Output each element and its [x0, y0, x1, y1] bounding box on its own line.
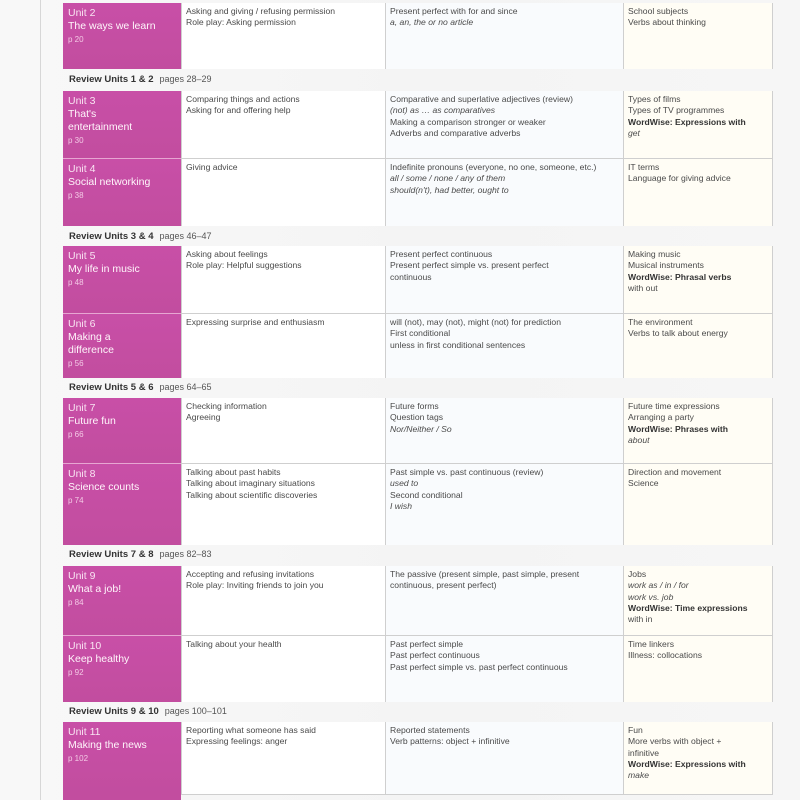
grammar-line: The passive (present simple, past simple, present [390, 569, 580, 579]
grammar-line: First conditional [390, 328, 451, 339]
grammar-cell [385, 313, 623, 378]
unit-title: That's [68, 108, 97, 120]
review-pages: pages 82–83 [159, 549, 212, 559]
review-label: Review Units 3 & 4 [69, 231, 154, 242]
unit-page: p 30 [68, 136, 84, 145]
grammar-line: (not) as … as comparatives [390, 105, 496, 116]
vocabulary-line: Making music [628, 249, 681, 259]
unit-cell [63, 246, 181, 313]
review-heading [69, 382, 212, 393]
review-pages: pages 28–29 [159, 74, 212, 84]
vocabulary-line: Jobs [628, 569, 647, 579]
grammar-line: continuous [390, 271, 432, 282]
unit-row [63, 398, 773, 463]
grammar-cell [385, 246, 623, 313]
review-heading [69, 231, 212, 242]
grammar-line: Verb patterns: object + infinitive [390, 736, 510, 747]
vocabulary-line: Verbs to talk about energy [628, 328, 728, 339]
unit-cell [63, 313, 181, 378]
functions-cell [181, 3, 385, 69]
grammar-line: Future forms [390, 401, 439, 411]
unit-number: Unit 6 [68, 318, 96, 330]
grammar-cell [385, 158, 623, 226]
grammar-line: should(n't), had better, ought to [390, 184, 509, 195]
vocabulary-line: infinitive [628, 747, 660, 758]
grammar-line: Adverbs and comparative adverbs [390, 127, 521, 138]
unit-title: My life in music [68, 263, 140, 275]
review-heading [69, 706, 227, 717]
unit-page: p 66 [68, 430, 84, 439]
grammar-line: Past perfect continuous [390, 650, 480, 661]
function-line: Expressing surprise and enthusiasm [186, 317, 325, 327]
grammar-cell [385, 398, 623, 463]
vocabulary-cell [623, 91, 773, 158]
function-line: Asking and giving / refusing permission [186, 6, 336, 16]
vocabulary-line: Types of TV programmes [628, 105, 725, 116]
unit-number: Unit 7 [68, 402, 96, 414]
vocabulary-cell [623, 158, 773, 226]
vocabulary-line: get [628, 127, 640, 138]
unit-number: Unit 3 [68, 95, 96, 107]
unit-cell [63, 158, 181, 226]
review-heading [69, 549, 212, 560]
unit-number: Unit 9 [68, 570, 96, 582]
grammar-line: Question tags [390, 412, 444, 423]
vocabulary-cell [623, 246, 773, 313]
vocabulary-line: Science [628, 478, 659, 489]
functions-cell [181, 722, 385, 794]
unit-title: Making the news [68, 739, 147, 751]
grammar-line: Present perfect continuous [390, 249, 493, 259]
functions-cell [181, 158, 385, 226]
row-divider [181, 794, 773, 795]
grammar-line: Nor/Neither / So [390, 423, 452, 434]
vocabulary-cell [623, 635, 773, 702]
vocabulary-line: make [628, 770, 650, 781]
vocabulary-line: about [628, 434, 650, 445]
grammar-line: Second conditional [390, 489, 463, 500]
review-heading [69, 74, 212, 85]
unit-page: p 102 [68, 754, 89, 763]
vocabulary-line: More verbs with object + [628, 736, 722, 747]
vocabulary-line: Arranging a party [628, 412, 694, 423]
vocabulary-line: work vs. job [628, 591, 674, 602]
function-line: Role play: Asking permission [186, 17, 296, 28]
unit-page: p 38 [68, 191, 84, 200]
function-line: Asking for and offering help [186, 105, 291, 116]
unit-row [63, 722, 773, 794]
unit-row [63, 246, 773, 313]
vocabulary-line: Verbs about thinking [628, 17, 706, 28]
unit-row [63, 635, 773, 702]
function-line: Expressing feelings: anger [186, 736, 288, 747]
grammar-cell [385, 463, 623, 545]
function-line: Asking about feelings [186, 249, 268, 259]
functions-cell [181, 246, 385, 313]
grammar-cell [385, 722, 623, 794]
function-line: Talking about scientific discoveries [186, 489, 318, 500]
unit-page: p 84 [68, 598, 84, 607]
unit-title: Making a [68, 331, 111, 343]
grammar-line: unless in first conditional sentences [390, 339, 526, 350]
unit-cell [63, 722, 181, 794]
grammar-line: Past perfect simple vs. past perfect continuous [390, 661, 568, 672]
vocabulary-cell [623, 566, 773, 635]
function-line: Talking about past habits [186, 467, 281, 477]
grammar-line: Reported statements [390, 725, 470, 735]
function-line: Checking information [186, 401, 267, 411]
unit-page: p 92 [68, 668, 84, 677]
unit-page: p 74 [68, 496, 84, 505]
vocabulary-line: The environment [628, 317, 693, 327]
unit-cell [63, 91, 181, 158]
vocabulary-cell [623, 463, 773, 545]
function-line: Talking about your health [186, 639, 282, 649]
vocabulary-line: Future time expressions [628, 401, 720, 411]
function-line: Accepting and refusing invitations [186, 569, 315, 579]
unit-title: Social networking [68, 176, 151, 188]
vocabulary-line: work as / in / for [628, 580, 689, 591]
vocabulary-line: WordWise: Expressions with [628, 758, 746, 769]
grammar-cell [385, 566, 623, 635]
vocabulary-cell [623, 722, 773, 794]
grammar-line: continuous, present perfect) [390, 580, 497, 591]
unit-number: Unit 2 [68, 7, 96, 19]
unit-cell [63, 3, 181, 69]
grammar-line: Past simple vs. past continuous (review) [390, 467, 544, 477]
grammar-line: Past perfect simple [390, 639, 464, 649]
unit-row [63, 566, 773, 635]
review-label: Review Units 9 & 10 [69, 706, 159, 717]
unit-number: Unit 10 [68, 640, 102, 652]
vocabulary-line: with in [628, 614, 653, 625]
grammar-line: Indefinite pronouns (everyone, no one, someone, etc.) [390, 162, 597, 172]
unit-title: What a job! [68, 583, 122, 595]
review-pages: pages 64–65 [159, 382, 212, 392]
function-line: Agreeing [186, 412, 221, 423]
review-pages: pages 100–101 [164, 706, 227, 716]
unit-cell [63, 794, 181, 800]
functions-cell [181, 566, 385, 635]
unit-title: entertainment [68, 121, 133, 133]
vocabulary-cell [623, 313, 773, 378]
vocabulary-line: Musical instruments [628, 260, 704, 271]
unit-title: The ways we learn [68, 20, 156, 32]
functions-cell [181, 463, 385, 545]
vocabulary-line: Language for giving advice [628, 173, 731, 184]
grammar-line: Present perfect simple vs. present perfect [390, 260, 549, 271]
unit-number: Unit 5 [68, 250, 96, 262]
review-pages: pages 46–47 [159, 231, 212, 241]
next-unit-row-cut [63, 794, 773, 800]
unit-cell [63, 635, 181, 702]
function-line: Talking about imaginary situations [186, 478, 315, 489]
vocabulary-cell [623, 398, 773, 463]
vocabulary-line: Types of films [628, 94, 681, 104]
functions-cell [181, 91, 385, 158]
unit-page: p 48 [68, 278, 84, 287]
grammar-line: will (not), may (not), might (not) for prediction [390, 317, 561, 327]
vocabulary-line: Fun [628, 725, 643, 735]
unit-row [63, 91, 773, 158]
review-label: Review Units 5 & 6 [69, 382, 154, 393]
vocabulary-line: School subjects [628, 6, 689, 16]
function-line: Giving advice [186, 162, 238, 172]
function-line: Comparing things and actions [186, 94, 300, 104]
grammar-cell [385, 3, 623, 69]
vocabulary-line: WordWise: Phrases with [628, 423, 729, 434]
grammar-line: Present perfect with for and since [390, 6, 518, 16]
vocabulary-line: Time linkers [628, 639, 674, 649]
unit-cell [63, 463, 181, 545]
unit-number: Unit 4 [68, 163, 96, 175]
vocabulary-line: with out [628, 282, 658, 293]
unit-number: Unit 8 [68, 468, 96, 480]
vocabulary-line: Direction and movement [628, 467, 722, 477]
vocabulary-line: Illness: collocations [628, 650, 703, 661]
vocabulary-cell [623, 3, 773, 69]
unit-page: p 56 [68, 359, 84, 368]
unit-row [63, 463, 773, 545]
unit-title: difference [68, 344, 114, 356]
function-line: Role play: Inviting friends to join you [186, 580, 324, 591]
unit-cell [63, 566, 181, 635]
function-line: Reporting what someone has said [186, 725, 316, 735]
review-label: Review Units 1 & 2 [69, 74, 154, 85]
grammar-cell [385, 635, 623, 702]
functions-cell [181, 635, 385, 702]
grammar-line: Comparative and superlative adjectives (review) [390, 94, 573, 104]
unit-page: p 20 [68, 35, 84, 44]
unit-title: Future fun [68, 415, 116, 427]
unit-row [63, 313, 773, 378]
grammar-line: all / some / none / any of them [390, 173, 506, 184]
function-line: Role play: Helpful suggestions [186, 260, 302, 271]
vocabulary-line: WordWise: Phrasal verbs [628, 271, 732, 282]
functions-cell [181, 398, 385, 463]
unit-cell [63, 398, 181, 463]
grammar-line: I wish [390, 500, 412, 511]
unit-title: Keep healthy [68, 653, 130, 665]
grammar-line: used to [390, 478, 419, 489]
vocabulary-line: WordWise: Expressions with [628, 116, 746, 127]
grammar-line: Making a comparison stronger or weaker [390, 116, 546, 127]
grammar-line: a, an, the or no article [390, 17, 474, 28]
unit-row [63, 158, 773, 226]
vocabulary-line: WordWise: Time expressions [628, 602, 748, 613]
unit-title: Science counts [68, 481, 140, 493]
functions-cell [181, 313, 385, 378]
vocabulary-line: IT terms [628, 162, 660, 172]
unit-number: Unit 11 [68, 726, 101, 738]
unit-row [63, 3, 773, 69]
review-label: Review Units 7 & 8 [69, 549, 154, 560]
grammar-cell [385, 91, 623, 158]
